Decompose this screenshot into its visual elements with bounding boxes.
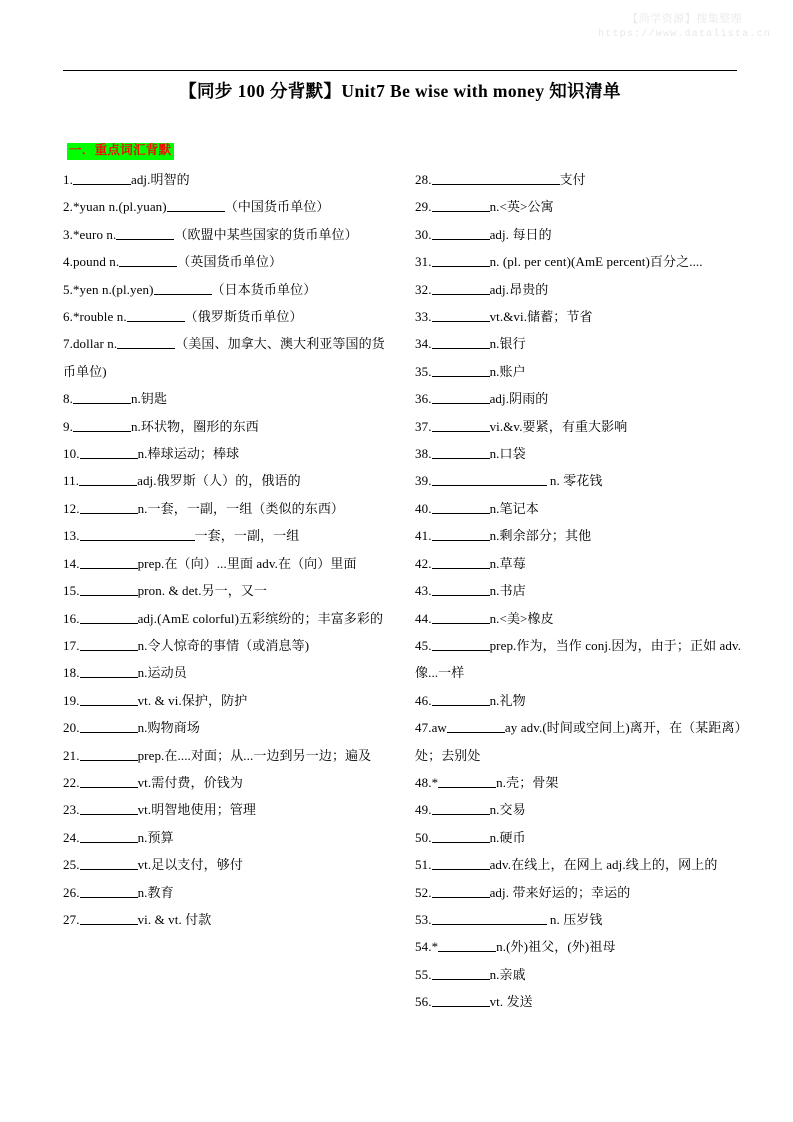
answer-blank[interactable] [80, 555, 138, 569]
entry-definition: n.账户 [489, 363, 526, 379]
entry-definition: （俄罗斯货币单位） [184, 309, 303, 325]
entry-definition: n.棒球运动；棒球 [137, 446, 240, 462]
vocabulary-entry [415, 796, 746, 823]
entry-number: 49. [415, 802, 432, 818]
entry-definition: n.预算 [137, 829, 174, 845]
entry-number: 55. [415, 966, 432, 982]
entry-definition: n.<美>橡皮 [489, 610, 554, 626]
vocabulary-entry [63, 742, 394, 769]
answer-blank[interactable] [80, 692, 138, 706]
entry-definition: n.运动员 [137, 665, 187, 681]
vocabulary-entry [415, 276, 746, 303]
entry-number: 22. [63, 774, 80, 790]
vocabulary-entry [415, 906, 746, 933]
entry-definition: n.<英>公寓 [489, 199, 554, 215]
entry-number: 24. [63, 829, 80, 845]
entry-definition: n.亲戚 [489, 966, 526, 982]
answer-blank[interactable] [447, 719, 505, 733]
entry-number: 37. [415, 418, 432, 434]
entry-definition: n.壳；骨架 [496, 774, 559, 790]
entry-definition: （美国、加拿大、澳大利亚等国的货币单位) [63, 336, 385, 379]
entry-number: 18. [63, 665, 80, 681]
entry-number: 19. [63, 692, 80, 708]
entry-definition: n.书店 [489, 583, 526, 599]
vocabulary-entry [415, 440, 746, 467]
vocabulary-entry [63, 440, 394, 467]
entry-prefix: * [431, 939, 439, 955]
entry-number: 47. [415, 720, 432, 736]
answer-blank[interactable] [80, 445, 138, 459]
answer-blank[interactable] [432, 500, 490, 514]
entry-definition: （日本货币单位） [211, 281, 317, 297]
answer-blank[interactable] [432, 993, 490, 1007]
answer-blank[interactable] [80, 884, 138, 898]
answer-blank[interactable] [432, 801, 490, 815]
entry-number: 1. [63, 172, 73, 187]
vocabulary-entry [63, 221, 394, 248]
entry-number: 32. [415, 281, 432, 297]
answer-blank[interactable] [432, 472, 547, 486]
entry-number: 54. [415, 939, 432, 955]
answer-blank[interactable] [432, 911, 547, 925]
vocabulary-entry [63, 879, 394, 906]
answer-blank[interactable] [432, 582, 490, 596]
answer-blank[interactable] [117, 335, 175, 349]
entry-number: 46. [415, 692, 432, 708]
entry-number: 9. [63, 418, 73, 434]
vocabulary-entry [63, 303, 394, 330]
header-rule [63, 70, 737, 71]
entry-definition: n. 零花钱 [546, 473, 603, 489]
entry-number: 27. [63, 911, 80, 927]
answer-blank[interactable] [79, 472, 137, 486]
entry-definition: vi. & vt. 付款 [137, 911, 212, 927]
vocabulary-entry [63, 166, 394, 193]
entry-number: 44. [415, 610, 432, 626]
answer-blank[interactable] [432, 445, 490, 459]
vocabulary-entry [415, 687, 746, 714]
entry-number: 35. [415, 363, 432, 379]
entry-number: 16. [63, 610, 80, 626]
entry-definition: vt.足以支付，够付 [137, 857, 243, 873]
answer-blank[interactable] [432, 253, 490, 267]
entry-definition: n.一套，一副，一组（类似的东西） [137, 500, 345, 516]
entry-definition: n.钥匙 [130, 391, 168, 407]
entry-prefix: pound n. [72, 254, 120, 270]
vocabulary-entry [415, 577, 746, 604]
entry-number: 40. [415, 500, 432, 516]
entry-definition: adv.在线上，在网上 adj.线上的，网上的 [489, 857, 718, 873]
entry-number: 2. [63, 199, 73, 215]
entry-number: 30. [415, 226, 432, 242]
entry-definition: n.环状物，圈形的东西 [130, 418, 259, 434]
vocabulary-entry [415, 933, 746, 960]
entry-definition: adj. 每日的 [489, 226, 552, 242]
vocabulary-entry [415, 413, 746, 440]
entry-definition: adj.阴雨的 [489, 391, 549, 407]
entry-number: 15. [63, 583, 80, 599]
vocabulary-entry [415, 879, 746, 906]
entry-definition: vt. & vi.保护，防护 [137, 692, 248, 708]
entry-definition: adj.明智的 [130, 172, 190, 187]
vocabulary-entry [63, 605, 394, 632]
answer-blank[interactable] [432, 692, 490, 706]
vocabulary-entry [415, 632, 746, 687]
vocabulary-entry [63, 193, 394, 220]
entry-definition: n.草莓 [489, 555, 526, 571]
vocabulary-entry [415, 824, 746, 851]
vocabulary-entry [415, 248, 746, 275]
entry-number: 11. [63, 473, 80, 489]
answer-blank[interactable] [80, 856, 138, 870]
entry-number: 5. [63, 281, 73, 297]
entry-definition: adj.(AmE colorful)五彩缤纷的；丰富多彩的 [137, 610, 384, 626]
vocabulary-entry [63, 577, 394, 604]
entry-definition: n.购物商场 [137, 720, 200, 736]
entry-definition: （欧盟中某些国家的货币单位） [174, 226, 358, 242]
entry-definition: n.硬币 [489, 829, 526, 845]
vocabulary-entry [63, 276, 394, 303]
answer-blank[interactable] [80, 747, 138, 761]
entry-definition: pron. & det.另一，又一 [137, 583, 268, 599]
answer-blank[interactable] [432, 171, 560, 185]
entry-definition: （中国货币单位） [224, 199, 330, 215]
entry-number: 38. [415, 446, 432, 462]
entry-definition: adj.俄罗斯（人）的，俄语的 [137, 473, 301, 489]
answer-blank[interactable] [73, 171, 131, 185]
entry-number: 50. [415, 829, 432, 845]
vocabulary-entry [415, 961, 746, 988]
vocabulary-entry [63, 906, 394, 933]
entry-definition: n.(外)祖父，(外)祖母 [496, 939, 616, 955]
answer-blank[interactable] [80, 500, 138, 514]
vocabulary-entry [415, 522, 746, 549]
entry-definition: adj.昂贵的 [489, 281, 549, 297]
entry-number: 4. [63, 254, 73, 270]
answer-blank[interactable] [73, 418, 131, 432]
vocabulary-entry [63, 522, 394, 549]
vocabulary-entry [63, 659, 394, 686]
vocabulary-entry [63, 851, 394, 878]
watermark-url: https://www.datalista.cn [598, 28, 771, 40]
answer-blank[interactable] [119, 253, 177, 267]
entry-prefix: *euro n. [72, 226, 117, 242]
vocabulary-entry [415, 193, 746, 220]
entry-definition: n.令人惊奇的事情（或消息等) [137, 637, 310, 653]
entry-definition: n.礼物 [489, 692, 526, 708]
answer-blank[interactable] [80, 719, 138, 733]
vocabulary-entry [63, 550, 394, 577]
vocabulary-entry [63, 687, 394, 714]
answer-blank[interactable] [432, 555, 490, 569]
answer-blank[interactable] [432, 610, 490, 624]
entry-number: 6. [63, 309, 73, 325]
answer-blank[interactable] [80, 637, 138, 651]
vocabulary-entry [63, 467, 394, 494]
vocabulary-entry [63, 632, 394, 659]
entry-number: 51. [415, 857, 432, 873]
vocabulary-entry [415, 166, 746, 193]
vocabulary-entry [415, 605, 746, 632]
answer-blank[interactable] [432, 884, 490, 898]
entry-definition: prep.在....对面；从...一边到另一边；遍及 [137, 747, 372, 763]
entry-definition: vt.需付费，价钱为 [137, 774, 243, 790]
vocabulary-entry [415, 851, 746, 878]
vocabulary-entry [415, 358, 746, 385]
entry-number: 17. [63, 637, 80, 653]
entry-number: 36. [415, 391, 432, 407]
answer-blank[interactable] [432, 363, 490, 377]
answer-blank[interactable] [116, 226, 174, 240]
section-heading-vocabulary: 一．重点词汇背默 [67, 143, 174, 160]
entry-prefix: aw [431, 720, 447, 736]
entry-definition: n. (pl. per cent)(AmE percent)百分之.... [489, 254, 703, 270]
entry-definition: ay adv.(时间或空间上)离开，在（某距离）处；去别处 [415, 720, 742, 763]
entry-definition: n.银行 [489, 336, 526, 352]
entry-number: 52. [415, 884, 432, 900]
vocabulary-entry [415, 550, 746, 577]
entry-definition: prep.在（向）...里面 adv.在（向）里面 [137, 555, 357, 571]
answer-blank[interactable] [432, 966, 490, 980]
entry-number: 43. [415, 583, 432, 599]
entry-number: 20. [63, 720, 80, 736]
entry-definition: n.笔记本 [489, 500, 539, 516]
entry-definition: vt.&vi.储蓄；节省 [489, 309, 593, 325]
vocabulary-entry [63, 248, 394, 275]
entry-number: 8. [63, 391, 73, 407]
answer-blank[interactable] [73, 390, 131, 404]
vocabulary-entry [415, 303, 746, 330]
entry-prefix: dollar n. [72, 336, 118, 352]
answer-blank[interactable] [80, 664, 138, 678]
answer-blank[interactable] [80, 829, 138, 843]
answer-blank[interactable] [432, 198, 490, 212]
entry-number: 12. [63, 500, 80, 516]
vocabulary-entry [415, 988, 746, 1015]
answer-blank[interactable] [127, 308, 185, 322]
entry-number: 31. [415, 254, 432, 270]
entry-number: 53. [415, 911, 432, 927]
entry-number: 34. [415, 336, 432, 352]
entry-definition: vt. 发送 [489, 994, 533, 1010]
answer-blank[interactable] [432, 856, 490, 870]
answer-blank[interactable] [80, 774, 138, 788]
vocabulary-entry [415, 467, 746, 494]
entry-definition: （英国货币单位） [177, 254, 283, 270]
vocabulary-entry [63, 714, 394, 741]
entry-prefix: *rouble n. [72, 309, 127, 325]
vocabulary-entry [63, 796, 394, 823]
vocabulary-entry [415, 221, 746, 248]
entry-number: 10. [63, 446, 80, 462]
entry-definition: vt.明智地使用；管理 [137, 802, 257, 818]
entry-prefix: * [431, 774, 439, 790]
answer-blank[interactable] [80, 801, 138, 815]
answer-blank[interactable] [80, 610, 138, 624]
entry-definition: adj. 带来好运的；幸运的 [489, 884, 631, 900]
entry-number: 3. [63, 226, 73, 242]
answer-blank[interactable] [432, 390, 490, 404]
entry-number: 28. [415, 172, 432, 187]
entry-number: 33. [415, 309, 432, 325]
entry-number: 48. [415, 774, 432, 790]
vocabulary-entry [63, 495, 394, 522]
answer-blank[interactable] [438, 938, 496, 952]
answer-blank[interactable] [80, 582, 138, 596]
entry-prefix: *yen n.(pl.yen) [72, 281, 154, 297]
entry-number: 14. [63, 555, 80, 571]
vocabulary-entry [63, 385, 394, 412]
watermark [598, 12, 771, 42]
answer-blank[interactable] [80, 911, 138, 925]
entry-definition: n. 压岁钱 [546, 911, 603, 927]
answer-blank[interactable] [432, 281, 490, 295]
entry-number: 25. [63, 857, 80, 873]
vocabulary-column-left [63, 166, 394, 1016]
entry-definition: n.教育 [137, 884, 174, 900]
answer-blank[interactable] [432, 418, 490, 432]
entry-definition: n.交易 [489, 802, 526, 818]
entry-definition: n.剩余部分；其他 [489, 528, 592, 544]
entry-definition: vi.&v.要紧，有重大影响 [489, 418, 628, 434]
entry-prefix: *yuan n.(pl.yuan) [72, 199, 167, 215]
entry-number: 13. [63, 528, 80, 544]
vocabulary-entry [415, 385, 746, 412]
page-title: 【同步 100 分背默】Unit7 Be wise with money 知识清单 [179, 81, 621, 101]
answer-blank[interactable] [432, 226, 490, 240]
answer-blank[interactable] [167, 198, 225, 212]
answer-blank[interactable] [438, 774, 496, 788]
entry-definition: n.口袋 [489, 446, 526, 462]
vocabulary-entry [63, 824, 394, 851]
vocabulary-entry [415, 769, 746, 796]
answer-blank[interactable] [80, 527, 195, 541]
vocabulary-entry [415, 714, 746, 769]
vocabulary-entry [63, 330, 394, 385]
entry-number: 21. [63, 747, 80, 763]
entry-number: 23. [63, 802, 80, 818]
entry-number: 42. [415, 555, 432, 571]
answer-blank[interactable] [432, 308, 490, 322]
vocabulary-columns [63, 166, 746, 1016]
entry-number: 56. [415, 994, 432, 1010]
vocabulary-entry [63, 769, 394, 796]
entry-definition: 一套，一副，一组 [194, 528, 300, 544]
entry-number: 7. [63, 336, 73, 352]
answer-blank[interactable] [432, 527, 490, 541]
entry-number: 29. [415, 199, 432, 215]
answer-blank[interactable] [432, 829, 490, 843]
vocabulary-entry [415, 330, 746, 357]
entry-number: 41. [415, 528, 432, 544]
vocabulary-entry [63, 413, 394, 440]
entry-definition: 支付 [559, 172, 586, 187]
entry-number: 26. [63, 884, 80, 900]
entry-number: 39. [415, 473, 432, 489]
watermark-text: 【尚学资源】搜集整理 [627, 13, 743, 25]
answer-blank[interactable] [432, 637, 490, 651]
entry-number: 45. [415, 637, 432, 653]
vocabulary-entry [415, 495, 746, 522]
entry-definition: prep.作为，当作 conj.因为，由于；正如 adv. 像...一样 [415, 637, 742, 681]
answer-blank[interactable] [154, 281, 212, 295]
answer-blank[interactable] [432, 335, 490, 349]
vocabulary-column-right [415, 166, 746, 1016]
